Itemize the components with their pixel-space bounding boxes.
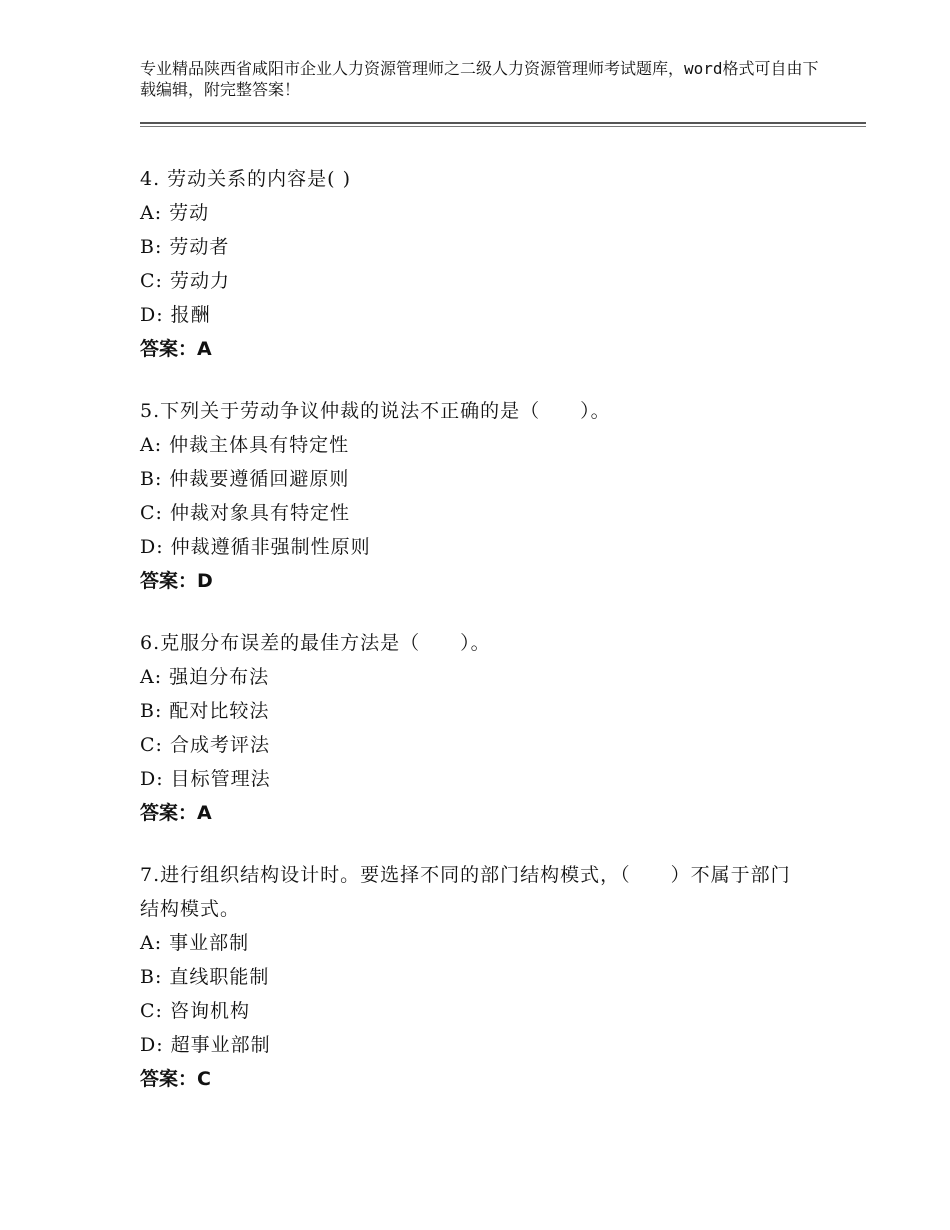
answer-label: 答案： (140, 570, 198, 592)
question-stem: 5.下列关于劳动争议仲裁的说法不正确的是（ ）。 (140, 400, 611, 422)
question-stem: 6.克服分布误差的最佳方法是（ ）。 (140, 632, 491, 654)
answer-line (140, 1062, 840, 1096)
answer-label: 答案： (140, 1068, 198, 1090)
question-4 (140, 162, 840, 366)
option-d: D: 报酬 (140, 304, 211, 326)
question-7 (140, 858, 840, 1096)
answer-label: 答案： (140, 338, 198, 360)
option-b: B: 仲裁要遵循回避原则 (140, 468, 350, 490)
answer-line (140, 796, 840, 830)
option-b: B: 劳动者 (140, 236, 230, 258)
option-d: D: 目标管理法 (140, 768, 271, 790)
header-divider (140, 122, 866, 124)
header-divider-secondary (140, 126, 866, 127)
question-5 (140, 394, 840, 598)
question-stem: 4. 劳动关系的内容是( ) (140, 168, 352, 190)
answer-value: A (197, 338, 212, 360)
option-c: C: 咨询机构 (140, 1000, 250, 1022)
option-c: C: 合成考评法 (140, 734, 270, 756)
answer-value: A (197, 802, 212, 824)
document-header: 专业精品陕西省咸阳市企业人力资源管理师之二级人力资源管理师考试题库，word格式可自由下载编辑，附完整答案！ (140, 59, 819, 99)
answer-value: D (197, 570, 213, 592)
answer-line (140, 564, 840, 598)
answer-label: 答案： (140, 802, 198, 824)
option-b: B: 直线职能制 (140, 966, 270, 988)
option-a: A: 强迫分布法 (140, 666, 270, 688)
option-c: C: 仲裁对象具有特定性 (140, 502, 350, 524)
option-b: B: 配对比较法 (140, 700, 270, 722)
question-stem: 7.进行组织结构设计时。要选择不同的部门结构模式，（ ）不属于部门结构模式。 (140, 864, 791, 920)
option-c: C: 劳动力 (140, 270, 230, 292)
option-a: A: 事业部制 (140, 932, 250, 954)
option-a: A: 劳动 (140, 202, 210, 224)
question-list (140, 162, 840, 1124)
option-a: A: 仲裁主体具有特定性 (140, 434, 350, 456)
option-d: D: 仲裁遵循非强制性原则 (140, 536, 371, 558)
question-6 (140, 626, 840, 830)
answer-line (140, 332, 840, 366)
answer-value: C (197, 1068, 211, 1090)
option-d: D: 超事业部制 (140, 1034, 271, 1056)
